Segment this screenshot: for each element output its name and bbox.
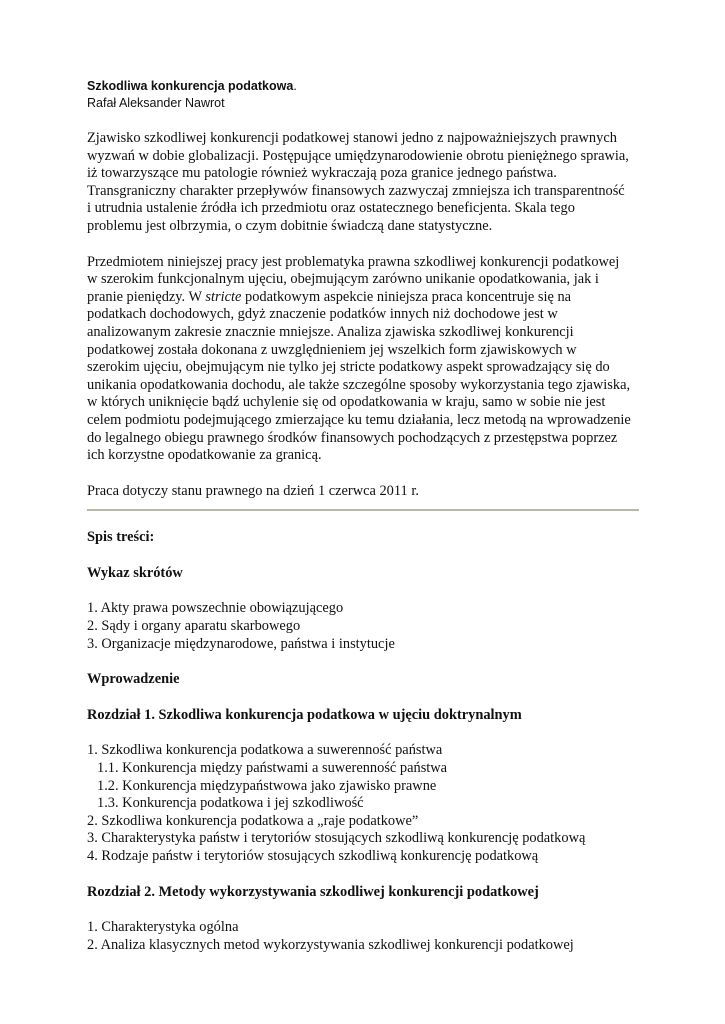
abbrev-heading: Wykaz skrótów [87, 564, 183, 581]
text-line [87, 289, 639, 307]
list-item: 2. Szkodliwa konkurencja podatkowa a „raje podatkowe” [87, 812, 419, 829]
list-item: 3. Charakterystyka państw i terytoriów stosujących szkodliwą konkurencję podatkową [87, 830, 586, 847]
text-line: wyzwań w dobie globalizacji. Postępujące umiędzynarodowienie obrotu pieniężnego sprawia, [87, 147, 629, 164]
text-line: podatkach dochodowych, gdyż znaczenie podatków innych niż dochodowe jest w [87, 306, 558, 323]
text-line: do legalnego obiegu prawnego środków finansowych pochodzących z przestępstwa poprzez [87, 429, 618, 446]
text-line: problemu jest olbrzymia, o czym dobitnie świadczą dane statystyczne. [87, 217, 493, 234]
text-segment: pranie pieniędzy. W [87, 288, 206, 305]
author-name: Rafał Aleksander Nawrot [87, 96, 225, 110]
document-page [87, 78, 639, 954]
abbrev-list [87, 600, 639, 653]
list-item: 1. Charakterystyka ogólna [87, 919, 239, 936]
list-item: 4. Rodzaje państw i terytoriów stosujących szkodliwą konkurencję podatkową [87, 848, 539, 864]
text-line: celem podmiotu podejmującego zmierzające ku temu działania, lecz metodą na wprowadzenie [87, 411, 631, 428]
italic-term: stricte [205, 288, 242, 305]
list-item: 3. Organizacje międzynarodowe, państwa i instytucje [87, 635, 395, 652]
title-text: Szkodliwa konkurencja podatkowa [87, 79, 294, 93]
chapter1-heading: Rozdział 1. Szkodliwa konkurencja podatkowa w ujęciu doktrynalnym [87, 706, 522, 723]
text-line: unikania opodatkowania dochodu, ale także szczególne sposoby wykorzystania tego zjawiska, [87, 376, 631, 393]
text-line: Transgraniczny charakter przepływów finansowych zazwyczaj zmniejsza ich transparentność [87, 182, 625, 199]
list-subitem: 1.1. Konkurencja między państwami a suwerenność państwa [97, 760, 448, 777]
abstract-paragraph-3: Praca dotyczy stanu prawnego na dzień 1 czerwca 2011 r. [87, 482, 419, 499]
text-segment: podatkowym aspekcie niniejsza praca koncentruje się na [241, 288, 572, 305]
document-title [87, 78, 639, 95]
toc-heading: Spis treści: [87, 529, 155, 546]
chapter2-list [87, 919, 639, 954]
intro-heading: Wprowadzenie [87, 671, 180, 688]
list-item: 2. Sądy i organy aparatu skarbowego [87, 618, 301, 635]
list-subitem: 1.3. Konkurencja podatkowa i jej szkodliwość [97, 795, 364, 812]
list-item: 2. Analiza klasycznych metod wykorzystywania szkodliwej konkurencji podatkowej [87, 936, 574, 953]
text-line: podatkowej została dokonana z uwzględnieniem jej wszelkich form zjawiskowych w [87, 341, 577, 358]
abstract-paragraph-1 [87, 130, 639, 236]
text-line: w których uniknięcie bądź uchylenie się od opodatkowania w kraju, samo w sobie nie jest [87, 394, 606, 411]
text-line: i utrudnia ustalenie źródła ich przedmiotu oraz ostatecznego beneficjenta. Skala tego [87, 200, 575, 217]
list-item: 1. Akty prawa powszechnie obowiązującego [87, 600, 344, 617]
title-suffix: . [293, 79, 297, 93]
list-item: 1. Szkodliwa konkurencja podatkowa a suwerenność państwa [87, 742, 443, 759]
chapter2-heading: Rozdział 2. Metody wykorzystywania szkodliwej konkurencji podatkowej [87, 883, 539, 900]
text-line: analizowanym zakresie znacznie mniejsze. Analiza zjawiska szkodliwej konkurencji [87, 323, 574, 340]
text-line: Zjawisko szkodliwej konkurencji podatkowej stanowi jedno z najpoważniejszych prawnych [87, 130, 617, 146]
text-line: Przedmiotem niniejszej pracy jest problematyka prawna szkodliwej konkurencji podatkowej [87, 253, 620, 270]
text-line: iż towarzyszące mu patologie również wykraczają poza granice jednego państwa. [87, 165, 557, 182]
text-line: ich korzystne opodatkowanie za granicą. [87, 447, 322, 464]
text-line: w szerokim funkcjonalnym ujęciu, obejmującym zarówno unikanie opodatkowania, jak i [87, 271, 599, 288]
chapter1-list [87, 742, 639, 865]
list-subitem: 1.2. Konkurencja międzypaństwowa jako zjawisko prawne [97, 777, 437, 794]
text-line: szerokim ujęciu, obejmującym nie tylko jej stricte podatkowy aspekt sprowadzający się do [87, 359, 610, 376]
abstract-paragraph-2 [87, 254, 639, 465]
